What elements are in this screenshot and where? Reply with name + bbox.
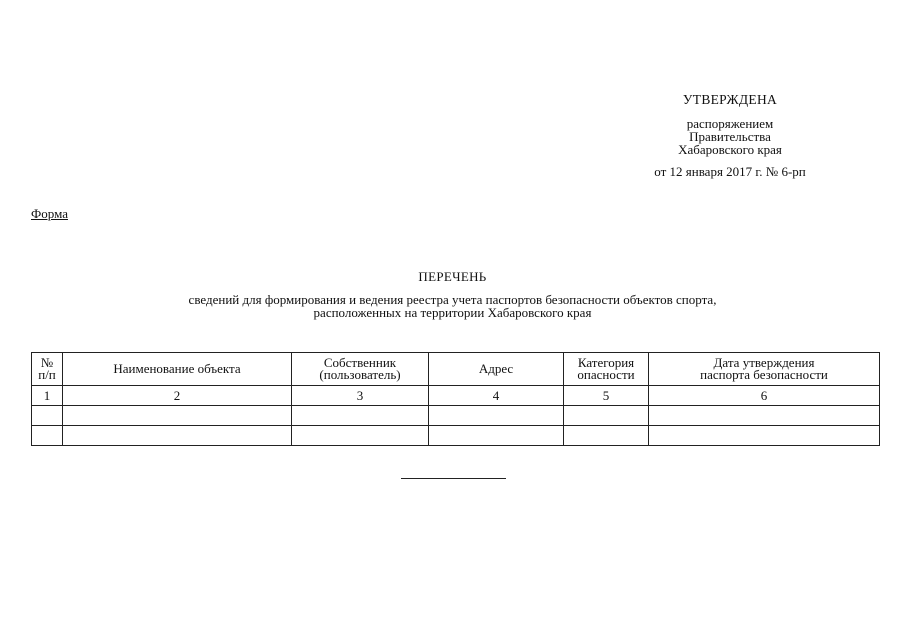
table-row-empty xyxy=(32,426,880,446)
approval-by-line-1: распоряжением xyxy=(686,116,774,131)
table-cell-empty xyxy=(63,406,292,426)
table-cell-empty xyxy=(292,426,429,446)
header-text: (пользователь) xyxy=(319,367,401,382)
header-text: Дата утверждения xyxy=(713,355,815,370)
document-subtitle-line-2: расположенных на территории Хабаровского края xyxy=(313,305,592,320)
column-number-row xyxy=(32,386,880,406)
table-cell-empty xyxy=(429,426,564,446)
header-cell-number xyxy=(32,353,63,386)
header-text: паспорта безопасности xyxy=(700,367,828,382)
registry-table xyxy=(31,352,880,446)
document-title-block xyxy=(100,269,805,319)
table-cell-empty xyxy=(429,406,564,426)
table-cell-empty xyxy=(649,406,880,426)
header-text: № xyxy=(40,355,54,370)
approval-by-line-3: Хабаровского края xyxy=(678,142,782,157)
header-text: Собственник xyxy=(323,355,397,370)
header-cell-address xyxy=(429,353,564,386)
table-cell-empty xyxy=(32,406,63,426)
header-text: опасности xyxy=(577,367,635,382)
table-cell-empty xyxy=(63,426,292,446)
header-cell-owner xyxy=(292,353,429,386)
table-header-row xyxy=(32,353,880,386)
column-number-cell: 5 xyxy=(564,386,649,406)
column-number-cell: 6 xyxy=(649,386,880,406)
form-label: Форма xyxy=(31,206,68,221)
column-number-cell: 4 xyxy=(429,386,564,406)
header-text: Адрес xyxy=(478,361,514,376)
table-cell-empty xyxy=(292,406,429,426)
header-cell-object-name xyxy=(63,353,292,386)
column-number-cell: 2 xyxy=(63,386,292,406)
approved-heading: УТВЕРЖДЕНА xyxy=(682,92,778,107)
column-number-cell: 1 xyxy=(32,386,63,406)
header-text: п/п xyxy=(38,367,56,382)
header-cell-passport-date xyxy=(649,353,880,386)
header-text: Наименование объекта xyxy=(113,361,241,376)
closing-rule xyxy=(401,478,506,479)
header-cell-danger-category xyxy=(564,353,649,386)
document-title: ПЕРЕЧЕНЬ xyxy=(418,269,487,284)
document-subtitle-line-1: сведений для формирования и ведения реестра учета паспортов безопасности объектов спорта, xyxy=(188,292,717,307)
column-number-cell: 3 xyxy=(292,386,429,406)
table-cell-empty xyxy=(32,426,63,446)
header-text: Категория xyxy=(577,355,635,370)
table-cell-empty xyxy=(649,426,880,446)
approval-stamp xyxy=(600,92,860,180)
order-date: от 12 января 2017 г. № 6-рп xyxy=(654,164,806,179)
approval-by-line-2: Правительства xyxy=(689,129,771,144)
table-cell-empty xyxy=(564,426,649,446)
table-row-empty xyxy=(32,406,880,426)
table-cell-empty xyxy=(564,406,649,426)
